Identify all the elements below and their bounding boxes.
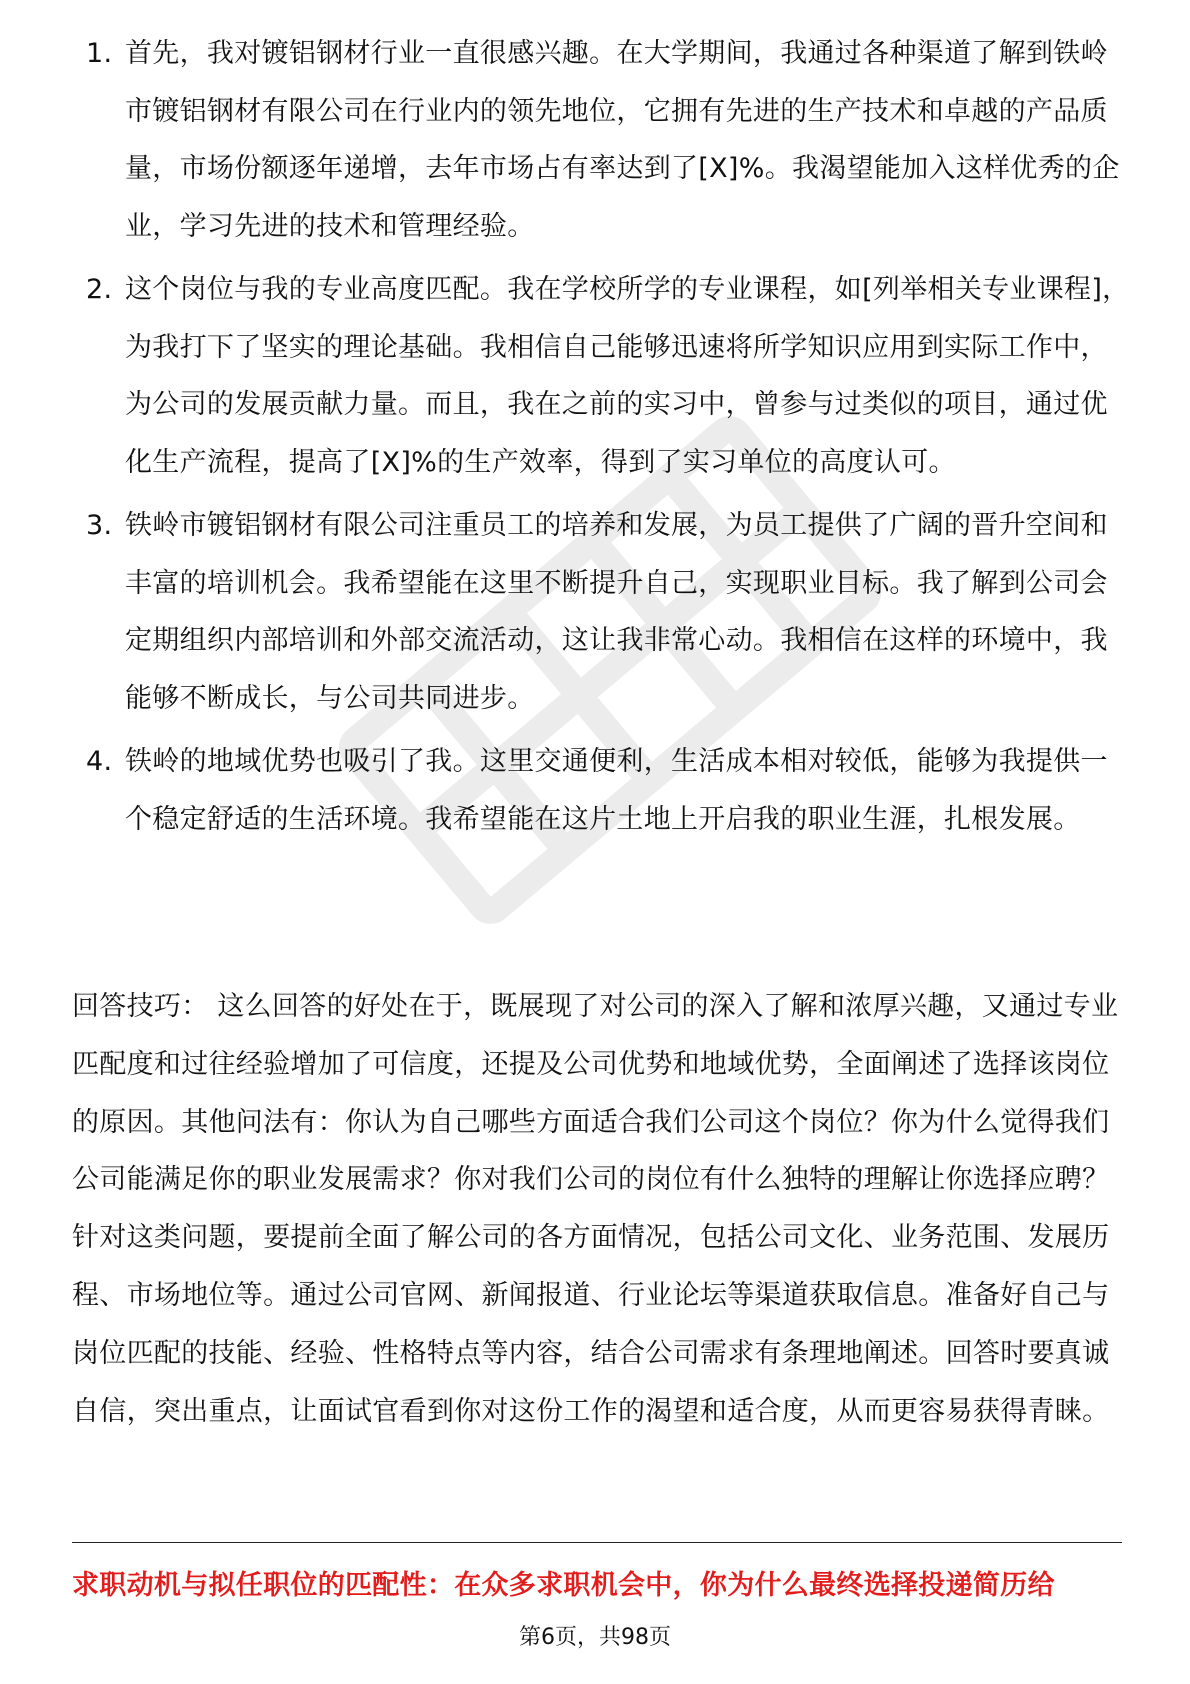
list-item-text: 铁岭的地域优势也吸引了我。这里交通便利，生活成本相对较低，能够为我提供一个稳定舒适的生活环境。我希望能在这片土地上开启我的职业生涯，扎根发展。	[125, 746, 1108, 835]
list-item-number: 3.	[86, 510, 113, 541]
list-item-text: 这个岗位与我的专业高度匹配。我在学校所学的专业课程，如[列举相关专业课程]，为我打下了坚实的理论基础。我相信自己能够迅速将所学知识应用到实际工作中，为公司的发展贡献力量。而且，我在之前的实习中，曾参与过类似的项目，通过优化生产流程，提高了[X]%的生产效率，得到了实习单位的高度认可。	[125, 274, 1130, 478]
list-item-number: 1.	[86, 38, 113, 69]
page-number-footer: 第6页，共98页	[519, 1625, 671, 1650]
list-item	[72, 497, 1132, 727]
list-item-text: 首先，我对镀铝钢材行业一直很感兴趣。在大学期间，我通过各种渠道了解到铁岭市镀铝钢材有限公司在行业内的领先地位，它拥有先进的生产技术和卓越的产品质量，市场份额逐年递增，去年市场占有率达到了[X]%。我渴望能加入这样优秀的企业，学习先进的技术和管理经验。	[125, 38, 1120, 242]
reason-list	[72, 28, 1132, 854]
list-item-number: 4.	[86, 746, 113, 777]
list-item-text: 铁岭市镀铝钢材有限公司注重员工的培养和发展，为员工提供了广阔的晋升空间和丰富的培训机会。我希望能在这里不断提升自己，实现职业目标。我了解到公司会定期组织内部培训和外部交流活动，这让我非常心动。我相信在这样的环境中，我能够不断成长，与公司共同进步。	[125, 510, 1108, 714]
section-divider	[72, 1542, 1122, 1543]
list-item-number: 2.	[86, 274, 113, 305]
list-item	[72, 733, 1132, 848]
answer-tips-paragraph: 回答技巧： 这么回答的好处在于，既展现了对公司的深入了解和浓厚兴趣，又通过专业匹配度和过往经验增加了可信度，还提及公司优势和地域优势，全面阐述了选择该岗位的原因。其他问法有：你认为自己哪些方面适合我们公司这个岗位？你为什么觉得我们公司能满足你的职业发展需求？你对我们公司的岗位有什么独特的理解让你选择应聘？针对这类问题，要提前全面了解公司的各方面情况，包括公司文化、业务范围、发展历程、市场地位等。通过公司官网、新闻报道、行业论坛等渠道获取信息。准备好自己与岗位匹配的技能、经验、性格特点等内容，结合公司需求有条理地阐述。回答时要真诚自信，突出重点，让面试官看到你对这份工作的渴望和适合度，从而更容易获得青睐。	[72, 991, 1119, 1427]
list-item	[72, 261, 1132, 491]
list-item	[72, 25, 1132, 255]
next-question-heading: 求职动机与拟任职位的匹配性：在众多求职机会中，你为什么最终选择投递简历给	[72, 1570, 1055, 1601]
